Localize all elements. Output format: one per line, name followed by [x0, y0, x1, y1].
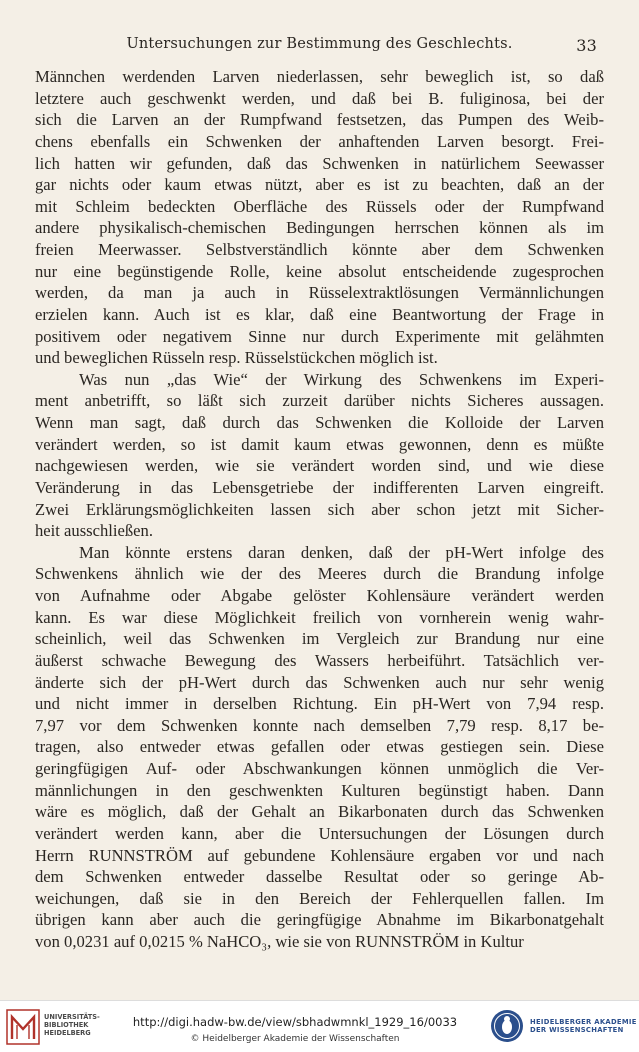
- permalink-url[interactable]: http://digi.hadw-bw.de/view/sbhadwmnkl_1929_16/0033: [132, 1015, 458, 1029]
- text-line: letztere auch geschwenkt werden, und daß bei B. fuliginosa, bei der: [35, 88, 604, 108]
- text-line: 7,97 vor dem Schwenken konnte nach demselben 7,79 resp. 8,17 be-: [35, 715, 604, 735]
- copyright-notice: © Heidelberger Akademie der Wissenschaften: [190, 1034, 400, 1044]
- text-line: dem Schwenken entweder dasselbe Resultat oder so geringe Ab-: [35, 867, 604, 887]
- text-line: nur eine begünstigende Rolle, keine absolut entscheidende zugesprochen: [35, 261, 604, 281]
- text-line: kann. Es war diese Möglichkeit freilich von vornherein wenig wahr-: [35, 607, 604, 627]
- paragraph: [35, 66, 604, 369]
- text-line: tragen, also entweder etwas gefallen oder etwas gestiegen sein. Diese: [35, 737, 604, 757]
- university-library-logo-icon: [6, 1009, 40, 1045]
- text-line: männlichungen in den geschwenkten Kulturen begünstigt haben. Dann: [35, 780, 604, 800]
- text-line: Wenn man sagt, daß durch das Schwenken die Kolloide der Larven: [35, 413, 604, 432]
- text-line: verändert werden kann, aber die Untersuchungen der Lösungen durch: [35, 823, 604, 843]
- text-line: mit Schleim bedeckten Oberfläche des Rüssels oder der Rumpfwand: [35, 196, 604, 216]
- text-line: erzielen kann. Auch ist es klar, daß eine Beantwortung der Frage in: [35, 304, 604, 324]
- body-text: [35, 66, 604, 953]
- text-line: Herrn RUNNSTRÖM auf gebundene Kohlensäure ergaben vor und nach: [35, 845, 604, 865]
- text-line: sich die Larven an der Rumpfwand festsetzen, das Pumpen des Weib-: [35, 110, 604, 130]
- text-line: heit ausschließen.: [35, 521, 153, 541]
- text-line: äußerst schwache Bewegung des Wassers herbeiführt. Tatsächlich ver-: [35, 650, 604, 670]
- text-line: übrigen kann aber auch die geringfügige Abnahme im Bikarbonatgehalt: [35, 910, 604, 930]
- text-line: andere physikalisch-chemischen Bedingungen herrschen können als im: [35, 218, 604, 238]
- text-line: nachgewiesen werden, wie sie verändert worden sind, und wie diese: [35, 456, 604, 476]
- text-line: freien Meerwasser. Selbstverständlich könnte aber dem Schwenken: [35, 240, 604, 259]
- text-line: Was nun „das Wie“ der Wirkung des Schwenkens im Experi-: [79, 369, 604, 389]
- text-line: weichungen, daß sie in den Bereich der Fehlerquellen fallen. Im: [35, 888, 604, 908]
- text-line: von 0,0231 auf 0,0215 % NaHCO₃, wie sie von RUNNSTRÖM in Kultur: [35, 932, 524, 951]
- running-header: [36, 36, 603, 60]
- text-line: änderte sich der pH-Wert durch das Schwenken auch nur sehr wenig: [35, 672, 604, 692]
- text-line: wäre es möglich, daß der Gehalt an Bikarbonaten durch das Schwenken: [35, 802, 604, 822]
- text-line: scheinlich, weil das Schwenken im Vergleich zur Brandung nur eine: [35, 629, 604, 649]
- academy-name: HEIDELBERGER AKADEMIE DER WISSENSCHAFTEN: [530, 1018, 637, 1035]
- text-line: und nicht immer in derselben Richtung. Ein pH-Wert von 7,94 resp.: [35, 694, 604, 714]
- academy-seal-icon: [490, 1009, 524, 1043]
- text-line: Schwenkens ähnlich wie der des Meeres durch die Brandung infolge: [35, 564, 604, 584]
- text-line: verändert werden, so ist damit kaum etwas gewonnen, denn es müßte: [35, 434, 604, 454]
- paragraph: [35, 542, 604, 953]
- text-line: gar nichts oder kaum etwas nützt, aber es ist zu beachten, daß an der: [35, 175, 604, 195]
- text-line: von Aufnahme oder Abgabe gelöster Kohlensäure verändert werden: [35, 586, 604, 605]
- text-line: positivem oder negativem Sinne nur durch Experimente mit gelähmten: [35, 326, 604, 346]
- text-line: werden, da man ja auch in Rüsselextraktlösungen Vermännlichungen: [35, 283, 604, 303]
- text-line: Zwei Erklärungsmöglichkeiten lassen sich aber schon jetzt mit Sicher-: [35, 499, 604, 519]
- viewer-footer: [0, 1000, 639, 1052]
- text-line: lich hatten wir gefunden, daß das Schwenken in natürlichem Seewasser: [35, 153, 604, 173]
- text-line: Man könnte erstens daran denken, daß der pH-Wert infolge des: [79, 542, 604, 562]
- page-number: 33: [576, 36, 597, 55]
- text-line: geringfügigen Auf- oder Abschwankungen können unmöglich die Ver-: [35, 759, 604, 778]
- text-line: chens ebenfalls ein Schwenken der anhaftenden Larven besorgt. Frei-: [35, 131, 604, 151]
- running-title: Untersuchungen zur Bestimmung des Geschlechts.: [126, 36, 513, 52]
- text-line: Männchen werdenden Larven niederlassen, sehr beweglich ist, so daß: [35, 67, 604, 86]
- university-library-name: UNIVERSITÄTS- BIBLIOTHEK HEIDELBERG: [44, 1013, 100, 1038]
- text-line: ment anbetrifft, so läßt sich zurzeit darüber nichts Sicheres aussagen.: [35, 391, 604, 411]
- text-line: und beweglichen Rüsseln resp. Rüsselstückchen möglich ist.: [35, 348, 438, 368]
- text-line: Veränderung in das Lebensgetriebe der indifferenten Larven eingreift.: [35, 477, 604, 497]
- paragraph: [35, 369, 604, 542]
